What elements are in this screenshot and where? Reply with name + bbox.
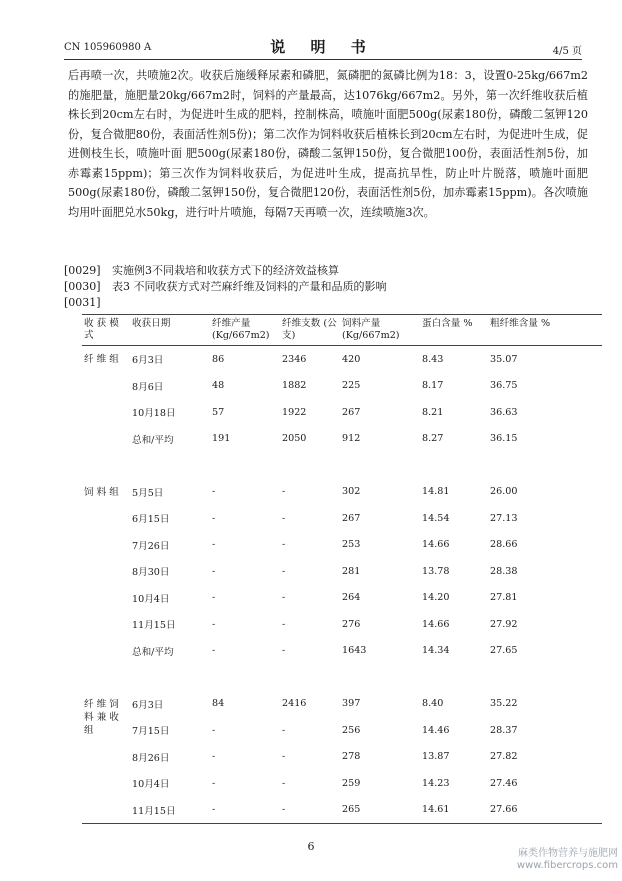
table-cell: 10月18日 (132, 408, 176, 420)
group-gap (82, 452, 602, 479)
page-header (64, 36, 582, 58)
table-caption: 表3 不同收获方式对苎麻纤维及饲料的产量和品质的影响 (112, 280, 387, 293)
paragraph-number: [0031] (64, 296, 101, 309)
table-cell: 8月26日 (132, 752, 170, 764)
table-row (82, 770, 602, 797)
col-mode: 收 获 模式 (84, 318, 119, 341)
table-cell: 48 (212, 380, 225, 392)
watermark-line: www.fibercrops.com (516, 860, 618, 871)
table-cell: - (282, 724, 286, 736)
table-cell: 28.37 (490, 724, 518, 736)
table-cell: 225 (342, 380, 361, 392)
table-cell: 1882 (282, 380, 307, 392)
table-cell: 397 (342, 698, 361, 710)
table-cell: 8.27 (422, 433, 444, 445)
table-row (82, 585, 602, 612)
document-title: 说 明 书 (270, 38, 376, 56)
group-mode-cell: 纤 维 饲 料 兼 收 组 (84, 698, 119, 736)
table-cell: 10月4日 (132, 593, 170, 605)
table-cell: - (212, 539, 216, 551)
table-cell: 1643 (342, 645, 367, 657)
table-cell: - (212, 592, 216, 604)
table-cell: 11月15日 (132, 620, 176, 632)
table-cell: 10月4日 (132, 779, 170, 791)
table-cell: 8月30日 (132, 567, 170, 579)
paragraph-number: [0029] (64, 264, 101, 277)
table-header-row (82, 315, 602, 346)
table-cell: - (212, 486, 216, 498)
table-row (82, 797, 602, 824)
table-cell: 27.13 (490, 512, 518, 524)
table-cell: 278 (342, 751, 361, 763)
table-row (82, 532, 602, 559)
watermark (517, 848, 618, 872)
table-cell: 84 (212, 698, 225, 710)
table-cell: 265 (342, 804, 361, 816)
table-cell: 5月5日 (132, 487, 164, 499)
page-info: 4/5 页 (552, 46, 582, 57)
paragraph-0029 (64, 262, 339, 278)
table-cell: 36.15 (490, 433, 518, 445)
table-cell: 11月15日 (132, 805, 176, 817)
table-row (82, 717, 602, 744)
table-cell: 35.07 (490, 353, 518, 365)
table-cell: 28.66 (490, 539, 518, 551)
table-cell: 7月26日 (132, 540, 170, 552)
watermark-line: 麻类作物营养与施肥网 (518, 848, 618, 859)
table-cell: 57 (212, 406, 225, 418)
table-cell: - (212, 565, 216, 577)
table-cell: 267 (342, 406, 361, 418)
table-row (82, 638, 602, 665)
table-cell: 256 (342, 724, 361, 736)
gap-cell (82, 452, 602, 479)
table-row (82, 479, 602, 506)
table-cell: 14.46 (422, 724, 450, 736)
table-cell: - (212, 645, 216, 657)
table-row (82, 426, 602, 453)
table-cell: 36.63 (490, 406, 518, 418)
table-cell: 8.21 (422, 406, 444, 418)
table-cell: 8.43 (422, 353, 444, 365)
table-cell: 253 (342, 539, 361, 551)
table-row (82, 558, 602, 585)
table-cell: - (282, 539, 286, 551)
table-row (82, 399, 602, 426)
table-cell: 26.00 (490, 486, 518, 498)
table-cell: 8.17 (422, 380, 444, 392)
paragraph-0030 (64, 278, 387, 294)
table-cell: - (282, 645, 286, 657)
table-cell: 8月6日 (132, 381, 164, 393)
table-cell: 36.75 (490, 380, 518, 392)
table-cell: - (212, 804, 216, 816)
table-row (82, 744, 602, 771)
table-cell: - (212, 724, 216, 736)
table-row (82, 611, 602, 638)
table-cell: 912 (342, 433, 361, 445)
table-cell: 14.20 (422, 592, 450, 604)
table-cell: - (282, 804, 286, 816)
table-cell: 267 (342, 512, 361, 524)
table-cell: 27.66 (490, 804, 518, 816)
col-date: 收获日期 (132, 318, 171, 329)
table-cell: 1922 (282, 406, 307, 418)
table-cell: - (282, 565, 286, 577)
table-cell: 264 (342, 592, 361, 604)
col-fiber-yield: 纤维产量 (Kg/667m2) (212, 318, 270, 341)
header-rule (64, 59, 582, 60)
col-feed-yield: 饲料产量 (Kg/667m2) (342, 318, 400, 341)
table-cell: 13.87 (422, 751, 450, 763)
group-mode-cell: 饲 料 组 (84, 486, 119, 498)
table-cell: 281 (342, 565, 361, 577)
table-cell: 7月15日 (132, 726, 170, 738)
gap-cell (82, 664, 602, 691)
table-cell: 27.46 (490, 777, 518, 789)
col-crude-fiber: 粗纤维含量 % (490, 318, 551, 329)
table-row (82, 373, 602, 400)
patent-number: CN 105960980 A (64, 42, 152, 53)
table-cell: 276 (342, 618, 361, 630)
table-cell: 14.66 (422, 618, 450, 630)
table-cell: 14.81 (422, 486, 450, 498)
table-cell: 14.34 (422, 645, 450, 657)
paragraph-0031 (64, 296, 112, 309)
table-row (82, 346, 602, 373)
table-cell: - (282, 777, 286, 789)
table-cell: 420 (342, 353, 361, 365)
table-cell: 14.54 (422, 512, 450, 524)
table-row (82, 505, 602, 532)
table-cell: 14.23 (422, 777, 450, 789)
table-cell: - (282, 751, 286, 763)
table-cell: 86 (212, 353, 225, 365)
table-cell: 28.38 (490, 565, 518, 577)
table-cell: 2050 (282, 433, 307, 445)
table-cell: - (282, 486, 286, 498)
group-gap (82, 664, 602, 691)
table-cell: - (212, 751, 216, 763)
body-text (68, 66, 588, 222)
table-cell: 总和/平均 (132, 434, 174, 446)
table-cell: - (282, 618, 286, 630)
table-cell: 6月3日 (132, 699, 164, 711)
table-cell: - (212, 777, 216, 789)
table-cell: 27.82 (490, 751, 518, 763)
data-table (82, 314, 602, 824)
table-cell: - (282, 512, 286, 524)
table-cell: - (282, 592, 286, 604)
table-cell: 27.92 (490, 618, 518, 630)
table-cell: 2416 (282, 698, 307, 710)
table-cell: - (212, 512, 216, 524)
table-cell: 2346 (282, 353, 307, 365)
group-mode-cell: 纤 维 组 (84, 354, 119, 365)
table-cell: 13.78 (422, 565, 450, 577)
table-cell: 6月3日 (132, 355, 164, 367)
table-cell: 302 (342, 486, 361, 498)
table-cell: 259 (342, 777, 361, 789)
table-cell: 6月15日 (132, 514, 170, 526)
table-cell: 总和/平均 (132, 646, 174, 658)
table-row (82, 691, 602, 718)
paragraph-text: 实施例3不同栽培和收获方式下的经济效益核算 (112, 264, 339, 277)
table-cell: 14.66 (422, 539, 450, 551)
col-protein: 蛋白含量 % (422, 318, 473, 329)
table-cell: 35.22 (490, 698, 518, 710)
table-cell: 14.61 (422, 804, 450, 816)
col-fiber-count: 纤维支数 (公支) (282, 318, 337, 341)
table-cell: - (212, 618, 216, 630)
paragraph-number: [0030] (64, 280, 101, 293)
table-cell: 27.81 (490, 592, 518, 604)
table-cell: 27.65 (490, 645, 518, 657)
table-cell: 191 (212, 433, 231, 445)
body-paragraph: 后再喷一次，共喷施2次。收获后施缓释尿素和磷肥，氮磷肥的氮磷比例为18：3，设置0-25kg/667m2的施肥量，施肥量20kg/667m2时，饲料的产量最高，达1076kg/667m2。另外，第一次纤维收获后植株长到20cm左右时，为促进叶生成的肥料，控制株高，喷施叶面肥500g(尿素180份，磷酸二氢钾120份，复合微肥80份，表面活性剂5份)；第二次作为饲料收获后植株长到20cm左右时，为促进叶生成，促进侧枝生长，喷施叶面 肥500g(尿素180份，磷酸二氢钾150份，复合微肥100份，表面活性剂5份，加赤霉素15ppm)；第三次作为饲料收获后，为促进叶生成，提高抗旱性，防止叶片脱落，喷施叶面肥500g(尿素180份，磷酸二氢钾150份，复合微肥120份，表面活性剂5份，加赤霉素15ppm)。各次喷施均用叶面肥兑水50kg，进行叶片喷施，每隔7天再喷一次，连续喷施3次。 (68, 69, 588, 219)
table-cell: 8.40 (422, 698, 444, 710)
page-number: 6 (307, 840, 315, 853)
